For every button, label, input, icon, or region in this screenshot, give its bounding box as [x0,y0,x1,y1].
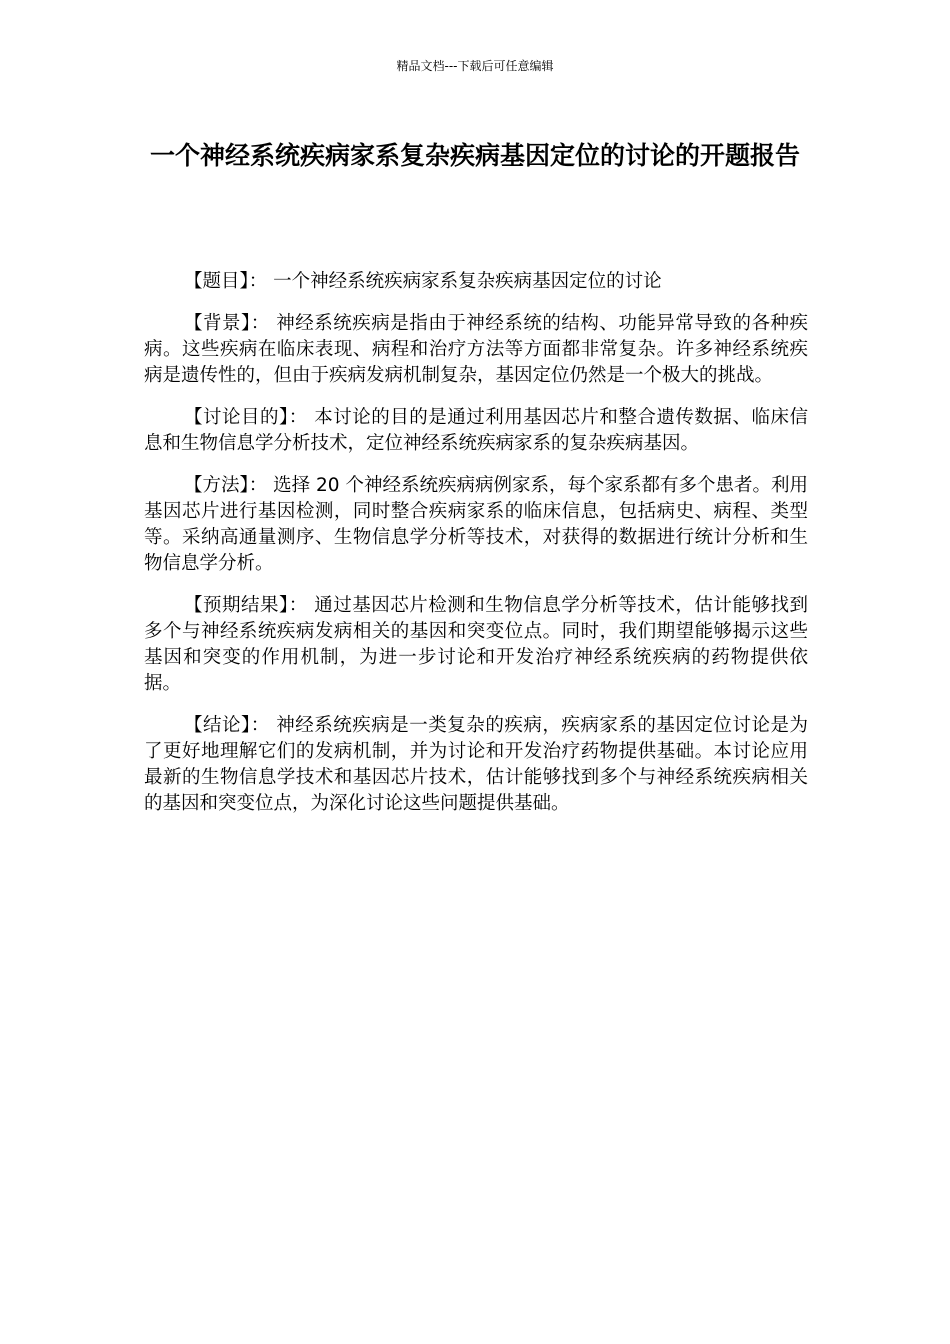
section-text: 选择 20 个神经系统疾病病例家系，每个家系都有多个患者。利用基因芯片进行基因检测，同时整合疾病家系的临床信息，包括病史、病程、类型等。采纳高通量测序、生物信息学分析等技术，对获得的数据进行统计分析和生物信息学分析。 [144,475,808,574]
document-title: 一个神经系统疾病家系复杂疾病基因定位的讨论的开题报告 [149,141,800,170]
section-purpose [144,405,808,457]
document-body [144,269,808,833]
section-label: 【背景】： [184,313,270,334]
section-label: 【方法】： [184,475,268,496]
section-text: 通过基因芯片检测和生物信息学分析等技术，估计能够找到多个与神经系统疾病发病相关的基因和突变位点。同时，我们期望能够揭示这些基因和突变的作用机制，为进一步讨论和开发治疗神经系统疾病的药物提供依据。 [144,595,808,694]
section-method [144,473,808,577]
section-conclusion [144,713,808,817]
section-text: 神经系统疾病是指由于神经系统的结构、功能异常导致的各种疾病。这些疾病在临床表现、病程和治疗方法等方面都非常复杂。许多神经系统疾病是遗传性的，但由于疾病发病机制复杂，基因定位仍然是一个极大的挑战。 [144,313,808,386]
section-label: 【结论】： [184,715,270,736]
section-label: 【题目】： [184,271,268,292]
section-expected-results [144,593,808,697]
section-label: 【讨论目的】： [184,407,308,428]
section-text: 神经系统疾病是一类复杂的疾病，疾病家系的基因定位讨论是为了更好地理解它们的发病机制，并为讨论和开发治疗药物提供基础。本讨论应用最新的生物信息学技术和基因芯片技术，估计能够找到多个与神经系统疾病相关的基因和突变位点，为深化讨论这些问题提供基础。 [144,715,808,814]
section-text: 一个神经系统疾病家系复杂疾病基因定位的讨论 [273,271,662,292]
section-label: 【预期结果】： [184,595,308,616]
section-topic [144,269,808,295]
page-header-note: 精品文档---下载后可任意编辑 [396,59,554,73]
section-background [144,311,808,389]
section-text: 本讨论的目的是通过利用基因芯片和整合遗传数据、临床信息和生物信息学分析技术，定位神经系统疾病家系的复杂疾病基因。 [144,407,808,454]
